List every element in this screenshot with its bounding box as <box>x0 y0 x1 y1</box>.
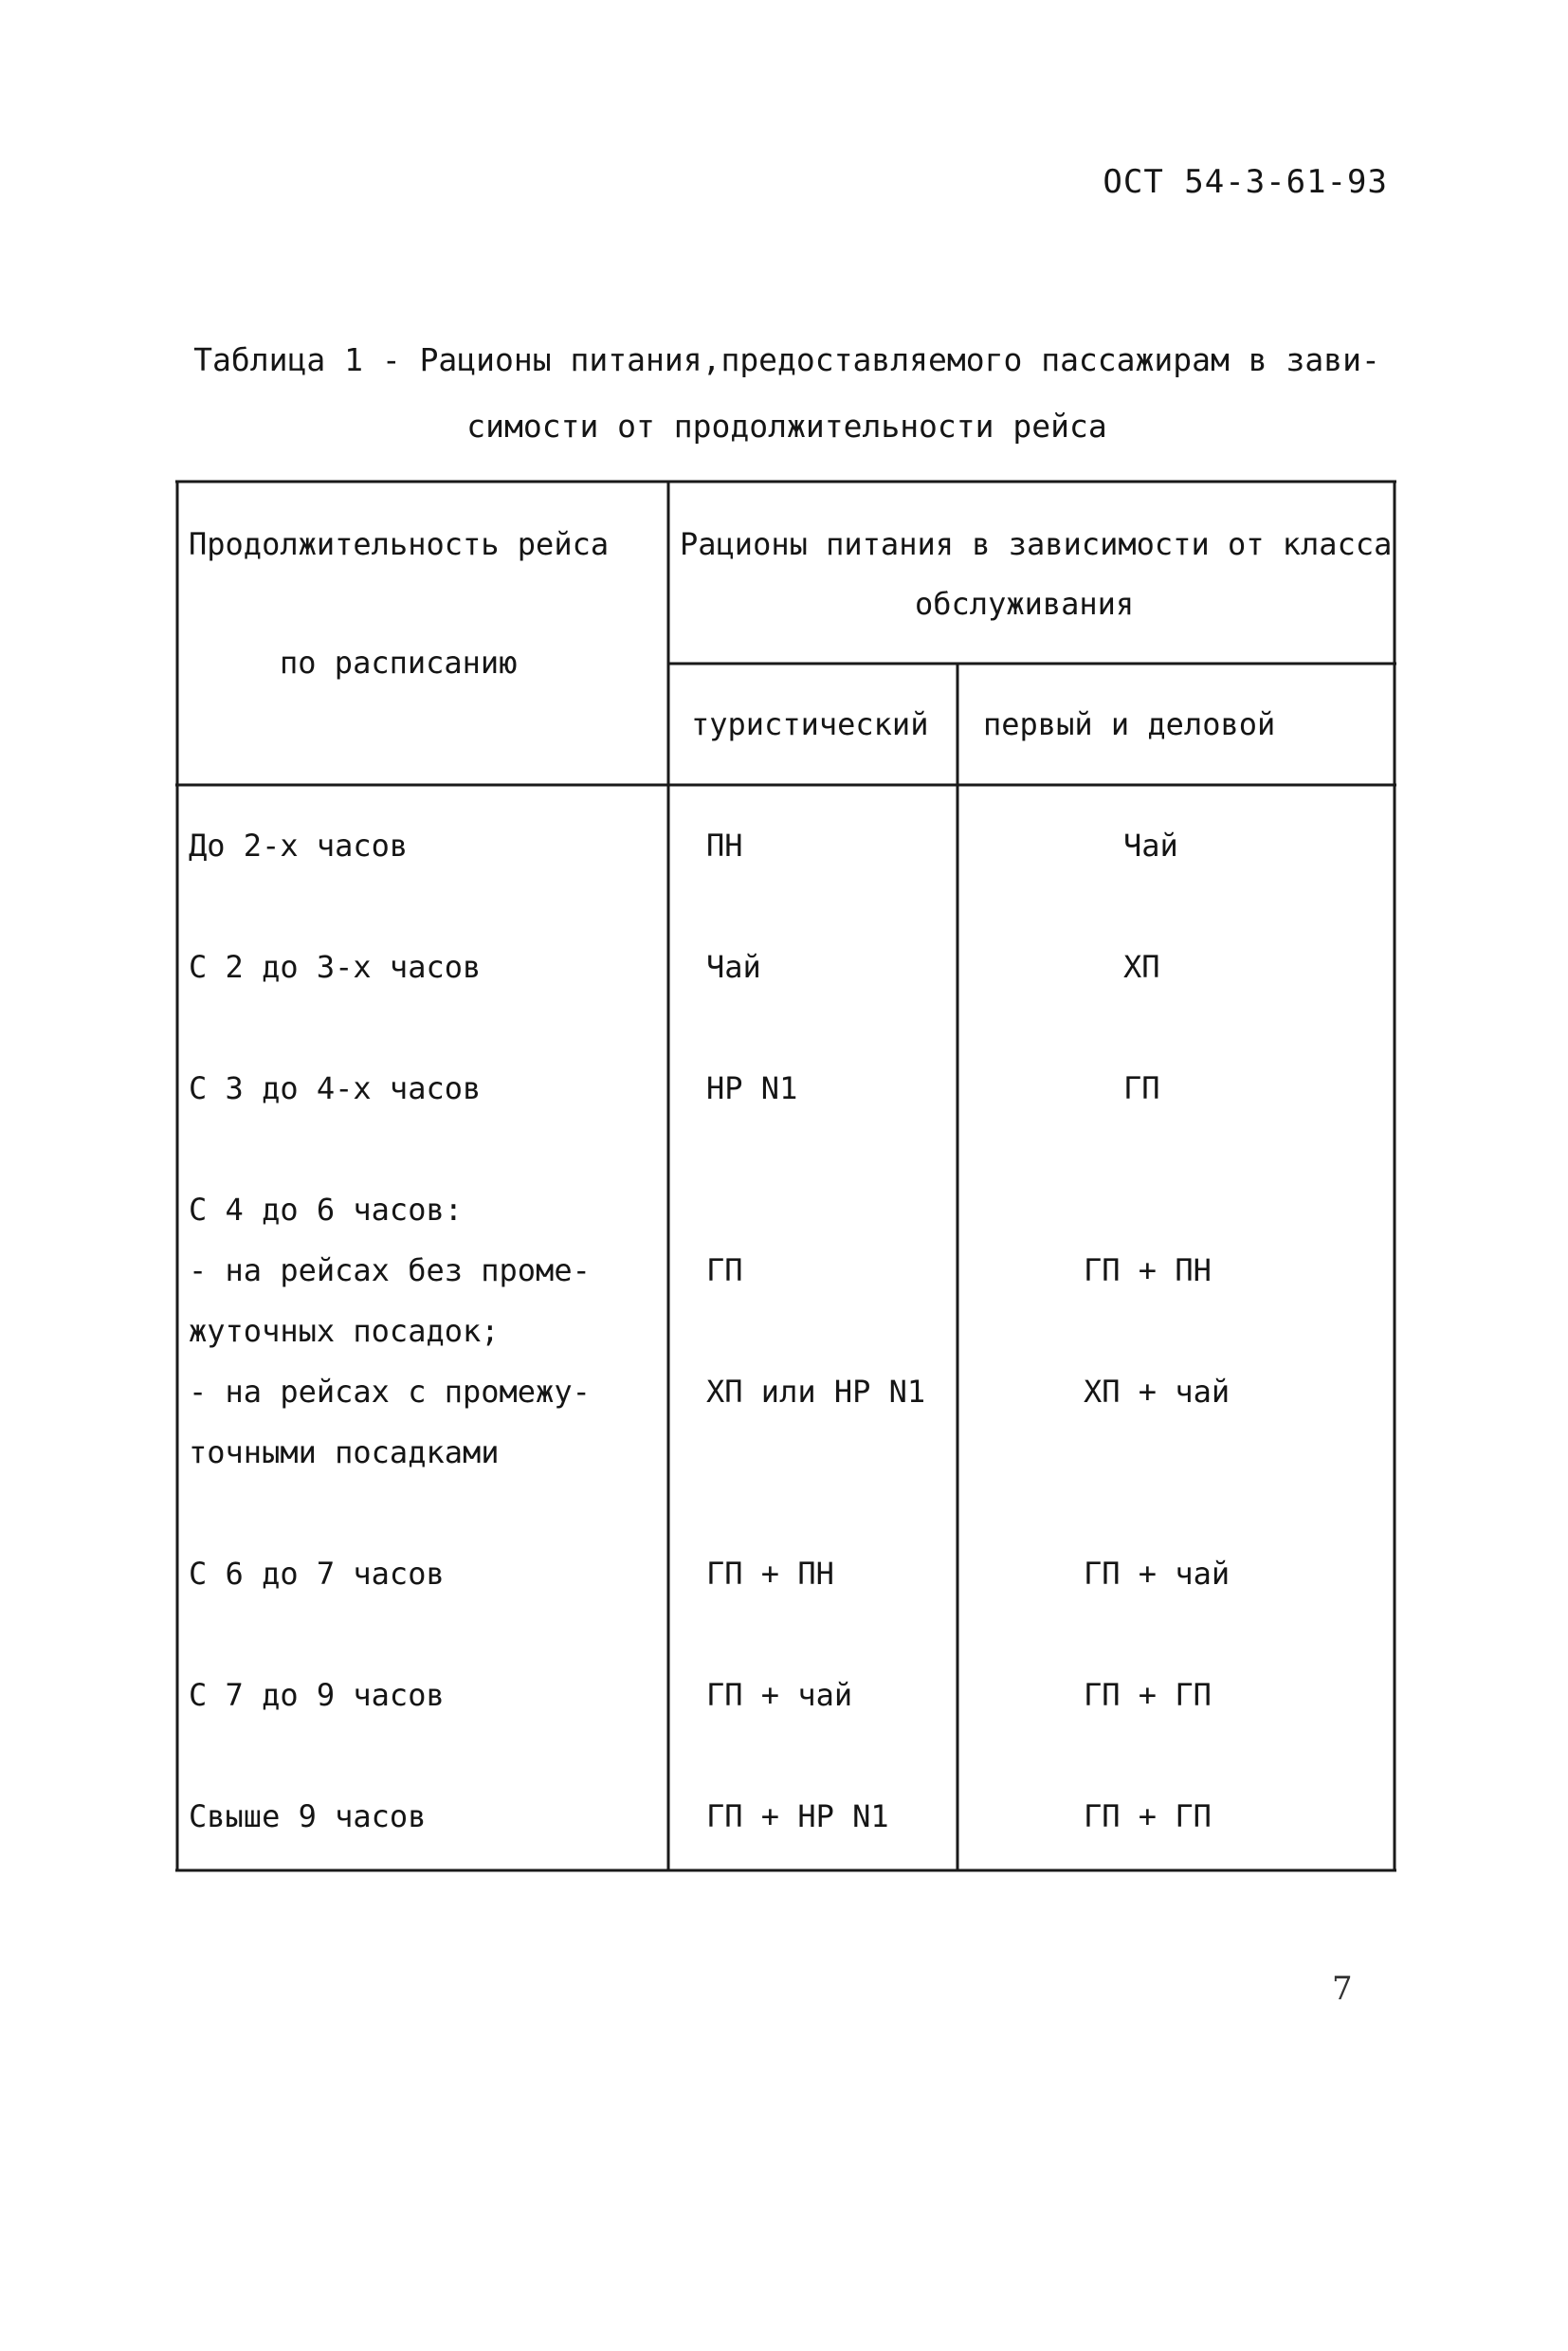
row-duration: До 2-х часов <box>189 828 409 864</box>
row-duration: точными посадками <box>189 1434 500 1470</box>
table-caption-line2: симости от продолжительности рейса <box>466 408 1107 445</box>
header-rations-line1: Рационы питания в зависимости от класса <box>680 526 1393 562</box>
header-duration-line2: по расписанию <box>280 645 518 681</box>
header-duration-line1: Продолжительность рейса <box>189 526 610 562</box>
row-tourist: ГП <box>706 1252 743 1288</box>
row-tourist: ГП + чай <box>706 1677 853 1713</box>
row-duration: - на рейсах с промежу- <box>189 1374 591 1410</box>
row-duration: Свыше 9 часов <box>189 1798 427 1834</box>
row-first: ГП + ПН <box>1084 1252 1212 1288</box>
row-first: ГП + ГП <box>1084 1677 1212 1713</box>
row-tourist: ГП + ПН <box>706 1556 834 1592</box>
row-tourist: Чай <box>706 949 761 985</box>
row-first: ГП + ГП <box>1084 1798 1212 1834</box>
row-first: ГП <box>1123 1070 1160 1106</box>
ration-table <box>175 479 1396 1875</box>
header-rations-line2: обслуживания <box>915 586 1135 622</box>
row-tourist: ГП + НР N1 <box>706 1798 889 1834</box>
table-grid <box>175 479 1396 1875</box>
page-number: 7 <box>1332 1970 1353 2008</box>
row-tourist: НР N1 <box>706 1070 798 1106</box>
header-first-business-class: первый и деловой <box>983 706 1276 742</box>
row-tourist: ХП или НР N1 <box>706 1374 926 1410</box>
row-duration: - на рейсах без проме- <box>189 1252 591 1288</box>
row-duration: жуточных посадок; <box>189 1313 500 1349</box>
row-tourist: ПН <box>706 828 743 864</box>
row-first: ХП <box>1123 949 1160 985</box>
header-tourist-class: туристический <box>691 706 929 742</box>
row-first: ХП + чай <box>1084 1374 1231 1410</box>
row-duration: С 4 до 6 часов: <box>189 1192 463 1228</box>
table-caption-line1: Таблица 1 - Рационы питания,предоставляемого пассажирам в зави- <box>193 341 1380 378</box>
document-code: ОСТ 54-3-61-93 <box>1103 163 1388 201</box>
row-duration: С 2 до 3-х часов <box>189 949 482 985</box>
row-duration: С 3 до 4-х часов <box>189 1070 482 1106</box>
row-duration: С 7 до 9 часов <box>189 1677 445 1713</box>
row-first: ГП + чай <box>1084 1556 1231 1592</box>
row-first: Чай <box>1123 828 1178 864</box>
row-duration: С 6 до 7 часов <box>189 1556 445 1592</box>
